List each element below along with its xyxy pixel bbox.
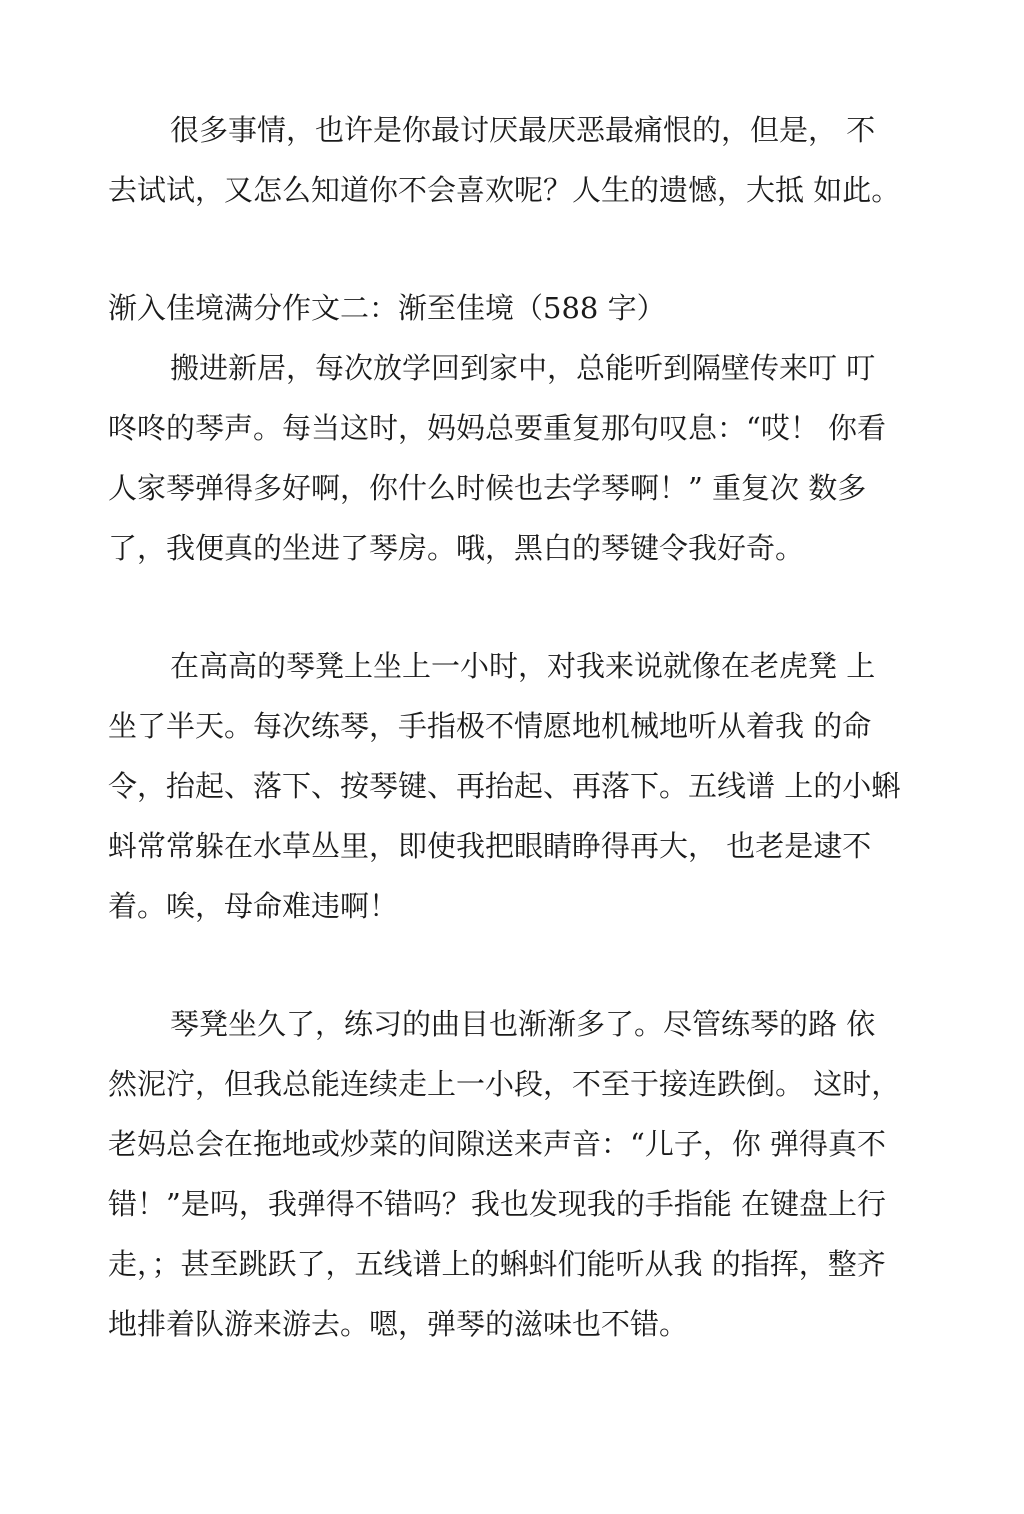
paragraph-4-line-6: 地排着队游来游去。嗯，弹琴的滋味也不错。 [108, 1307, 689, 1341]
paragraph-2-line-2: 咚咚的琴声。每当这时，妈妈总要重复那句叹息：“哎！ 你看 [108, 411, 887, 445]
paragraph-3-line-5: 着。唉，母命难违啊！ [108, 889, 399, 923]
paragraph-3-line-3: 令，抬起、落下、按琴键、再抬起、再落下。五线谱 上的小蝌 [108, 769, 901, 803]
paragraph-4-line-5: 走，；甚至跳跃了，五线谱上的蝌蚪们能听从我 的指挥，整齐 [108, 1247, 886, 1281]
essay-heading: 渐入佳境满分作文二：渐至佳境（588 字） [108, 291, 666, 325]
paragraph-2-line-3: 人家琴弹得多好啊，你什么时候也去学琴啊！” 重复次 数多 [108, 471, 867, 505]
paragraph-4-line-3: 老妈总会在拖地或炒菜的间隙送来声音：“儿子，你 弹得真不 [108, 1127, 887, 1161]
paragraph-4-line-1: 琴凳坐久了，练习的曲目也渐渐多了。尽管练琴的路 依 [170, 1007, 876, 1041]
paragraph-4-line-2: 然泥泞，但我总能连续走上一小段，不至于接连跌倒。 这时， [108, 1067, 901, 1101]
paragraph-1-line-2: 去试试，又怎么知道你不会喜欢呢？人生的遗憾，大抵 如此。 [108, 173, 901, 207]
paragraph-2-line-4: 了，我便真的坐进了琴房。哦，黑白的琴键令我好奇。 [108, 531, 805, 565]
paragraph-3-line-2: 坐了半天。每次练琴，手指极不情愿地机械地听从着我 的命 [108, 709, 872, 743]
paragraph-3-line-4: 蚪常常躲在水草丛里，即使我把眼睛睁得再大， 也老是逮不 [108, 829, 872, 863]
paragraph-3-line-1: 在高高的琴凳上坐上一小时，对我来说就像在老虎凳 上 [170, 649, 876, 683]
paragraph-1-line-1: 很多事情，也许是你最讨厌最厌恶最痛恨的，但是， 不 [170, 113, 876, 147]
paragraph-2-line-1: 搬进新居，每次放学回到家中，总能听到隔壁传来叮 叮 [170, 351, 876, 385]
paragraph-4-line-4: 错！”是吗，我弹得不错吗？我也发现我的手指能 在键盘上行 [108, 1187, 887, 1221]
